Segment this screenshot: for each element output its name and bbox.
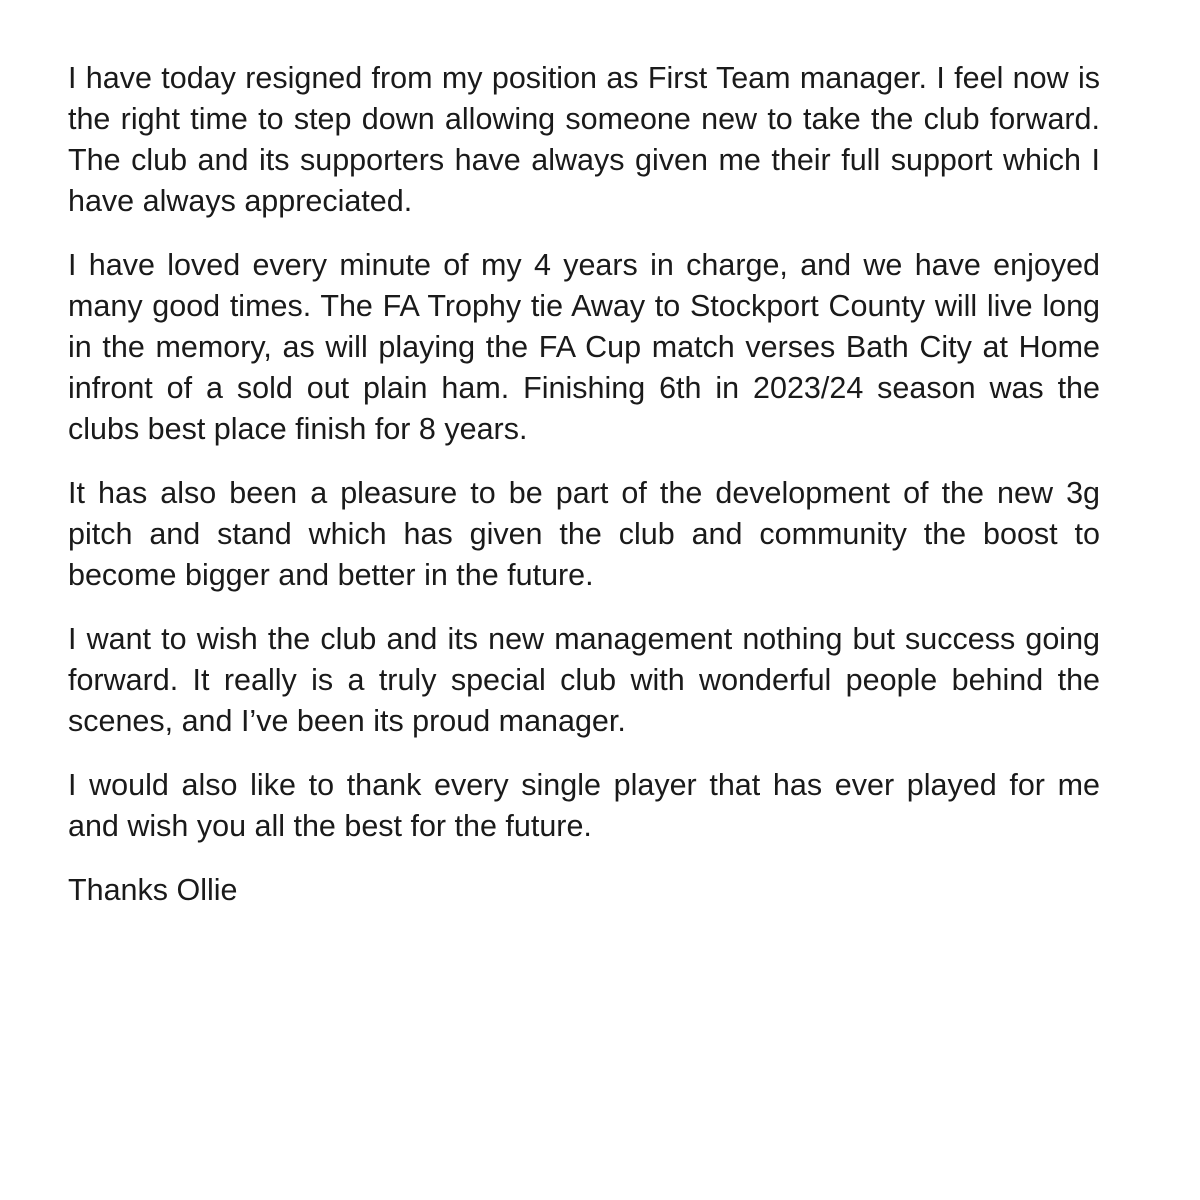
letter-paragraph-2: I have loved every minute of my 4 years in charge, and we have enjoyed many good times. The FA Trophy tie Away to Stockport County will live long in the memory, as will playing the FA Cup match verses Bath City at Home infront of a sold out plain ham. Finishing 6th in 2023/24 season was the clubs best place finish for 8 years. <box>68 248 1100 446</box>
letter-paragraph-1: I have today resigned from my position as First Team manager. I feel now is the right time to step down allowing someone new to take the club forward. The club and its supporters have always given me their full support which I have always appreciated. <box>68 61 1100 218</box>
letter-paragraph-3: It has also been a pleasure to be part of the development of the new 3g pitch and stand which has given the club and community the boost to become bigger and better in the future. <box>68 476 1100 592</box>
letter-paragraph-5: I would also like to thank every single player that has ever played for me and wish you all the best for the future. <box>68 768 1100 843</box>
letter-signoff: Thanks Ollie <box>68 873 238 907</box>
letter-paragraph-4: I want to wish the club and its new management nothing but success going forward. It really is a truly special club with wonderful people behind the scenes, and I’ve been its proud manager. <box>68 622 1100 738</box>
resignation-letter <box>68 58 1100 911</box>
